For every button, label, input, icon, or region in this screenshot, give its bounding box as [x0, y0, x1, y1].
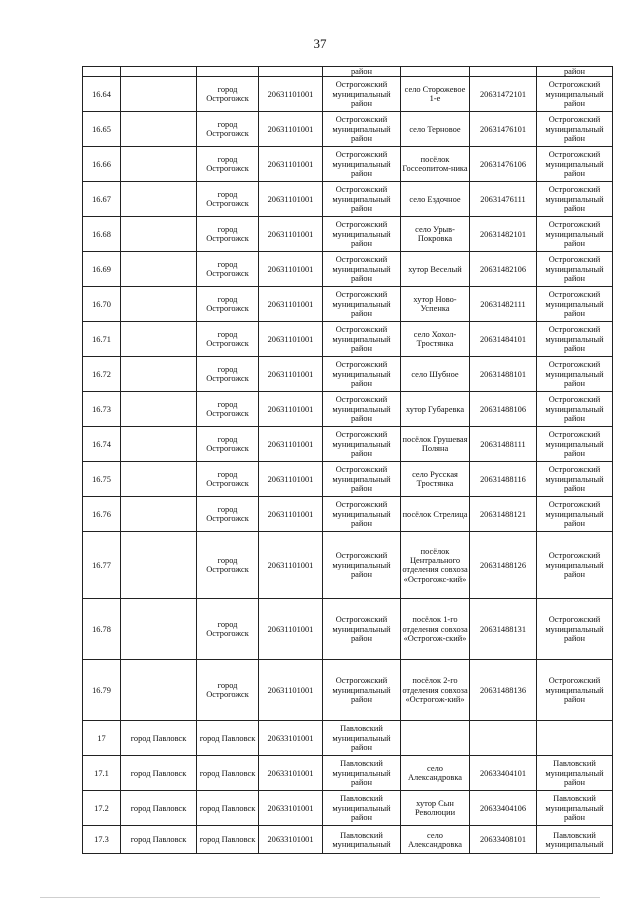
cell-c7: 20631476101	[470, 112, 537, 147]
cell-num: 17.3	[83, 826, 121, 854]
cell-c7: 20631488131	[470, 599, 537, 660]
cell-c4: 20631101001	[259, 392, 323, 427]
cell-c3: город Острогожск	[197, 497, 259, 532]
cell-num: 16.72	[83, 357, 121, 392]
cell-c4: 20631101001	[259, 660, 323, 721]
cell-c2	[121, 357, 197, 392]
cell-num: 16.75	[83, 462, 121, 497]
cell-c8: Острогожский муниципальный район	[537, 182, 613, 217]
cell-c6: село Сторожевое 1-е	[401, 77, 470, 112]
cell-c7	[470, 721, 537, 756]
cell-c3: город Острогожск	[197, 217, 259, 252]
cell-c5: Павловский муниципальный район	[323, 756, 401, 791]
cell-c7: 20631488126	[470, 532, 537, 599]
cell-c2	[121, 497, 197, 532]
table-row	[83, 322, 613, 357]
table-row	[83, 357, 613, 392]
cell-c6: село Урыв-Покровка	[401, 217, 470, 252]
cell-c7: 20631482106	[470, 252, 537, 287]
cell-c3	[197, 67, 259, 77]
cell-c2	[121, 182, 197, 217]
table-row	[83, 791, 613, 826]
cell-c3: город Острогожск	[197, 392, 259, 427]
cell-num: 16.67	[83, 182, 121, 217]
cell-c8: Острогожский муниципальный район	[537, 392, 613, 427]
cell-c8: Острогожский муниципальный район	[537, 77, 613, 112]
cell-c6: посёлок Стрелица	[401, 497, 470, 532]
cell-num: 16.79	[83, 660, 121, 721]
cell-num: 16.73	[83, 392, 121, 427]
cell-c8: Острогожский муниципальный район	[537, 660, 613, 721]
table-row	[83, 462, 613, 497]
cell-c5: Острогожский муниципальный район	[323, 217, 401, 252]
cell-c6: село Хохол-Тростянка	[401, 322, 470, 357]
cell-c7: 20633408101	[470, 826, 537, 854]
cell-c6: село Ездочное	[401, 182, 470, 217]
cell-c6: село Русская Тростянка	[401, 462, 470, 497]
cell-c6	[401, 67, 470, 77]
cell-c2	[121, 77, 197, 112]
cell-c5: Павловский муниципальный район	[323, 791, 401, 826]
cell-c5: Острогожский муниципальный район	[323, 322, 401, 357]
cell-c8: Острогожский муниципальный район	[537, 532, 613, 599]
cell-num: 16.69	[83, 252, 121, 287]
cell-c4: 20631101001	[259, 217, 323, 252]
cell-c2	[121, 660, 197, 721]
cell-num: 16.71	[83, 322, 121, 357]
cell-c6: село Терновое	[401, 112, 470, 147]
cell-c4: 20633101001	[259, 721, 323, 756]
table-row	[83, 77, 613, 112]
cell-c4: 20631101001	[259, 182, 323, 217]
cell-c7: 20631488101	[470, 357, 537, 392]
cell-c6: посёлок Госсеопитом-ника	[401, 147, 470, 182]
cell-c6: посёлок 1-го отделения совхоза «Острогож-ский»	[401, 599, 470, 660]
cell-c5: Острогожский муниципальный район	[323, 599, 401, 660]
table-row	[83, 112, 613, 147]
cell-c4: 20633101001	[259, 756, 323, 791]
cell-c8: Острогожский муниципальный район	[537, 147, 613, 182]
cell-c7: 20631482111	[470, 287, 537, 322]
cell-c3: город Павловск	[197, 826, 259, 854]
cell-c6: посёлок 2-го отделения совхоза «Острогож-кий»	[401, 660, 470, 721]
cell-c3: город Острогожск	[197, 112, 259, 147]
cell-c4: 20631101001	[259, 147, 323, 182]
table-row	[83, 287, 613, 322]
cell-num: 16.74	[83, 427, 121, 462]
cell-num: 16.78	[83, 599, 121, 660]
cell-c4: 20631101001	[259, 462, 323, 497]
cell-c2	[121, 147, 197, 182]
table-row	[83, 660, 613, 721]
cell-c8: Острогожский муниципальный район	[537, 462, 613, 497]
cell-c4	[259, 67, 323, 77]
cell-num: 16.68	[83, 217, 121, 252]
cell-c7: 20631488121	[470, 497, 537, 532]
cell-c7: 20631488136	[470, 660, 537, 721]
cell-c2	[121, 67, 197, 77]
cell-c8: Острогожский муниципальный район	[537, 599, 613, 660]
cell-c8: Павловский муниципальный район	[537, 756, 613, 791]
cell-c8: Павловский муниципальный район	[537, 791, 613, 826]
cell-c5: Павловский муниципальный район	[323, 721, 401, 756]
cell-c4: 20631101001	[259, 287, 323, 322]
page-number: 37	[313, 36, 327, 51]
cell-num: 16.65	[83, 112, 121, 147]
cell-c7: 20631472101	[470, 77, 537, 112]
cell-c4: 20631101001	[259, 252, 323, 287]
cell-c2: город Павловск	[121, 826, 197, 854]
cell-c6: хутор Веселый	[401, 252, 470, 287]
cell-c8: Острогожский муниципальный район	[537, 217, 613, 252]
cell-c5: Острогожский муниципальный район	[323, 252, 401, 287]
cell-c4: 20633101001	[259, 791, 323, 826]
cell-c5: Острогожский муниципальный район	[323, 497, 401, 532]
cell-c2	[121, 112, 197, 147]
cell-c8: Острогожский муниципальный район	[537, 112, 613, 147]
cell-c2	[121, 322, 197, 357]
cell-c5: Острогожский муниципальный район	[323, 660, 401, 721]
cell-c7: 20633404106	[470, 791, 537, 826]
cell-c2	[121, 217, 197, 252]
cell-num: 16.70	[83, 287, 121, 322]
cell-c3: город Острогожск	[197, 287, 259, 322]
cell-c3: город Острогожск	[197, 599, 259, 660]
cell-c7: 20631484101	[470, 322, 537, 357]
cell-c4: 20631101001	[259, 322, 323, 357]
cell-c4: 20631101001	[259, 427, 323, 462]
cell-c3: город Острогожск	[197, 357, 259, 392]
cell-c6: хутор Сын Революции	[401, 791, 470, 826]
table-row	[83, 532, 613, 599]
page-bottom-rule	[40, 897, 600, 898]
cell-c8: Острогожский муниципальный район	[537, 322, 613, 357]
table-row-continuation	[83, 67, 613, 77]
cell-c7: 20631476106	[470, 147, 537, 182]
cell-c7: 20631482101	[470, 217, 537, 252]
cell-c3: город Острогожск	[197, 660, 259, 721]
cell-c7: 20631488106	[470, 392, 537, 427]
cell-c5: Острогожский муниципальный район	[323, 287, 401, 322]
cell-c6: хутор Ново-Успенка	[401, 287, 470, 322]
cell-c3: город Острогожск	[197, 77, 259, 112]
cell-c8: Острогожский муниципальный район	[537, 497, 613, 532]
cell-c3: город Острогожск	[197, 252, 259, 287]
cell-c3: город Острогожск	[197, 427, 259, 462]
cell-c7	[470, 67, 537, 77]
cell-c5: Острогожский муниципальный район	[323, 147, 401, 182]
cell-c6: село Александровка	[401, 826, 470, 854]
cell-c2	[121, 392, 197, 427]
cell-c2	[121, 252, 197, 287]
cell-c3: город Острогожск	[197, 322, 259, 357]
cell-c2	[121, 427, 197, 462]
cell-c4: 20631101001	[259, 532, 323, 599]
cell-c3: город Павловск	[197, 791, 259, 826]
cell-c2	[121, 532, 197, 599]
cell-c5: район	[323, 67, 401, 77]
cell-c8: Острогожский муниципальный район	[537, 287, 613, 322]
table-row	[83, 826, 613, 854]
cell-c5: Острогожский муниципальный район	[323, 427, 401, 462]
cell-c5: Павловский муниципальный	[323, 826, 401, 854]
cell-num: 16.66	[83, 147, 121, 182]
cell-c8	[537, 721, 613, 756]
table-row	[83, 182, 613, 217]
cell-c6: село Александровка	[401, 756, 470, 791]
settlements-table	[82, 66, 613, 854]
cell-c2	[121, 287, 197, 322]
cell-c8: Острогожский муниципальный район	[537, 252, 613, 287]
cell-num: 16.76	[83, 497, 121, 532]
table-row	[83, 721, 613, 756]
cell-c2	[121, 462, 197, 497]
cell-c3: город Острогожск	[197, 462, 259, 497]
table-row	[83, 756, 613, 791]
cell-c2: город Павловск	[121, 721, 197, 756]
table-row	[83, 252, 613, 287]
cell-c5: Острогожский муниципальный район	[323, 182, 401, 217]
cell-c2: город Павловск	[121, 791, 197, 826]
cell-c2: город Павловск	[121, 756, 197, 791]
cell-c4: 20631101001	[259, 77, 323, 112]
cell-c6: хутор Губаревка	[401, 392, 470, 427]
cell-c8: Павловский муниципальный	[537, 826, 613, 854]
table-row	[83, 392, 613, 427]
cell-c5: Острогожский муниципальный район	[323, 357, 401, 392]
cell-c6: посёлок Грушевая Поляна	[401, 427, 470, 462]
cell-num: 16.64	[83, 77, 121, 112]
cell-c2	[121, 599, 197, 660]
cell-c8: Острогожский муниципальный район	[537, 427, 613, 462]
cell-num	[83, 67, 121, 77]
cell-c8: район	[537, 67, 613, 77]
cell-num: 17.1	[83, 756, 121, 791]
cell-c3: город Павловск	[197, 721, 259, 756]
cell-c4: 20631101001	[259, 599, 323, 660]
table-row	[83, 599, 613, 660]
cell-c6	[401, 721, 470, 756]
cell-c5: Острогожский муниципальный район	[323, 462, 401, 497]
table-row	[83, 427, 613, 462]
table-row	[83, 497, 613, 532]
cell-c3: город Острогожск	[197, 532, 259, 599]
cell-c4: 20631101001	[259, 497, 323, 532]
cell-c6: посёлок Центрального отделения совхоза «Острогожс-кий»	[401, 532, 470, 599]
cell-c3: город Острогожск	[197, 182, 259, 217]
cell-num: 16.77	[83, 532, 121, 599]
cell-c5: Острогожский муниципальный район	[323, 77, 401, 112]
cell-c3: город Павловск	[197, 756, 259, 791]
table-row	[83, 217, 613, 252]
cell-c4: 20631101001	[259, 357, 323, 392]
cell-c7: 20631488116	[470, 462, 537, 497]
cell-c7: 20633404101	[470, 756, 537, 791]
cell-c4: 20631101001	[259, 112, 323, 147]
cell-c4: 20633101001	[259, 826, 323, 854]
cell-c5: Острогожский муниципальный район	[323, 532, 401, 599]
cell-c3: город Острогожск	[197, 147, 259, 182]
cell-c8: Острогожский муниципальный район	[537, 357, 613, 392]
table-row	[83, 147, 613, 182]
cell-c5: Острогожский муниципальный район	[323, 112, 401, 147]
cell-c5: Острогожский муниципальный район	[323, 392, 401, 427]
cell-num: 17	[83, 721, 121, 756]
cell-c7: 20631476111	[470, 182, 537, 217]
cell-c7: 20631488111	[470, 427, 537, 462]
cell-num: 17.2	[83, 791, 121, 826]
cell-c6: село Шубное	[401, 357, 470, 392]
